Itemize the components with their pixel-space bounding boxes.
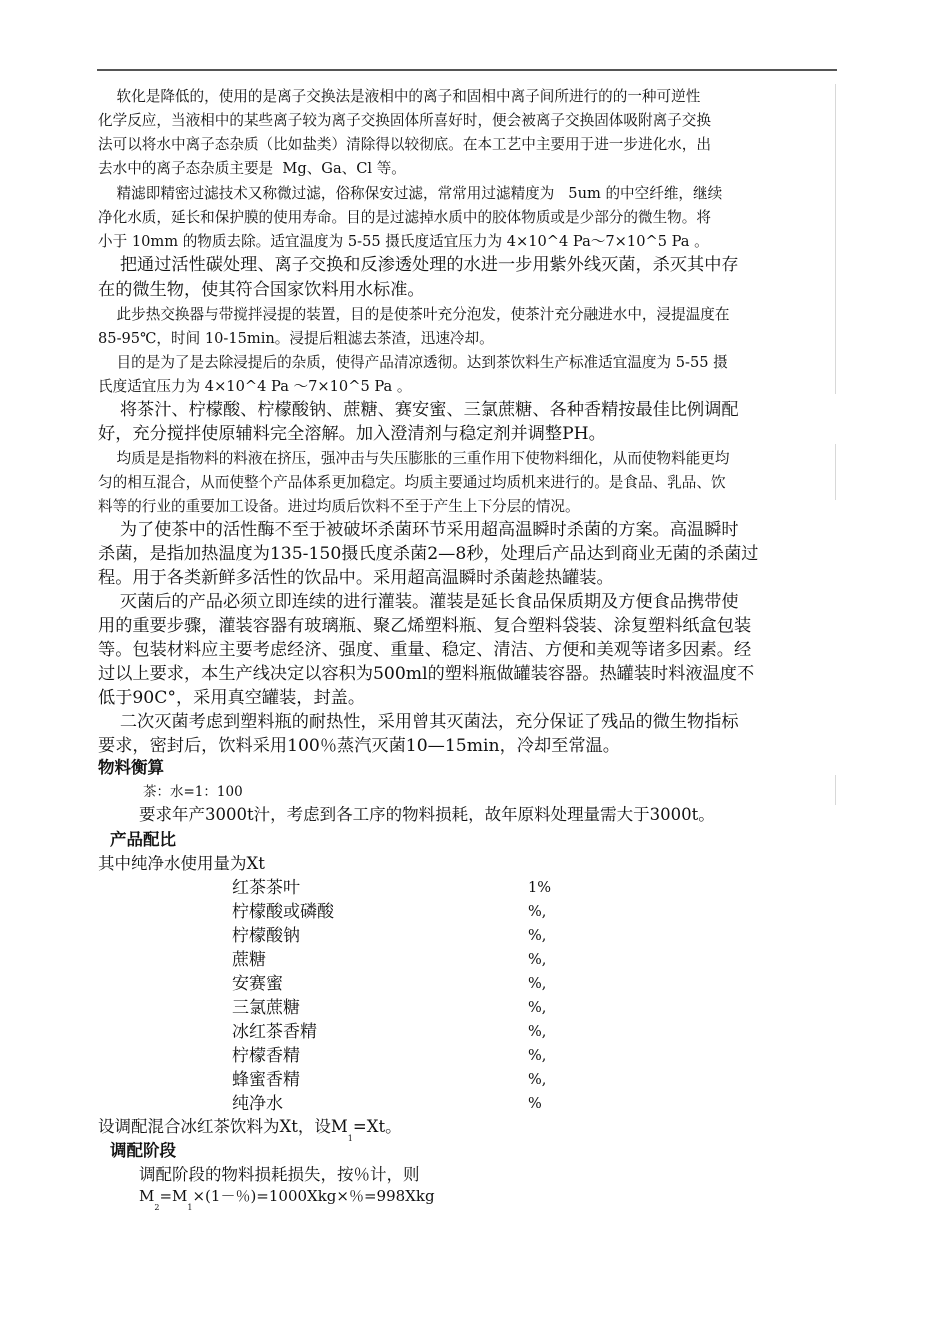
heading-blending-stage: 调配阶段	[110, 1141, 176, 1160]
ratio-ingredient: 蜂蜜香精	[232, 1070, 300, 1090]
formula-line	[139, 1185, 435, 1210]
text-line: 为了使茶中的活性酶不至于被破坏杀菌环节采用超高温瞬时杀菌的方案。高温瞬时	[98, 520, 739, 540]
right-margin-line	[835, 775, 836, 805]
ratio-ingredient: 三氯蔗糖	[232, 998, 300, 1018]
text-line: 目的是为了是去除浸提后的杂质，使得产品清凉透彻。达到茶饮料生产标准适宜温度为 5-55 摄	[98, 354, 728, 371]
text-line: 要求，密封后，饮料采用100％蒸汽灭菌10—15min，冷却至常温。	[98, 736, 620, 756]
ratio-ingredient: 柠檬香精	[232, 1046, 300, 1066]
text-line: 化学反应，当液相中的某些离子较为离子交换固体所喜好时，便会被离子交换固体吸附离子交换	[98, 112, 711, 129]
ratio-value: %,	[528, 1072, 547, 1088]
mix-text-b: =Xt。	[352, 1117, 402, 1136]
text-line: 均质是是指物料的料液在挤压，强冲击与失压膨胀的三重作用下使物料细化，从而使物料能更均	[98, 450, 730, 467]
ratio-value: %,	[528, 1048, 547, 1064]
text-line: 过以上要求，本生产线决定以容积为500ml的塑料瓶做罐装容器。热罐装时料液温度不	[98, 664, 755, 684]
text-line: 85-95℃，时间 10-15min。浸提后粗滤去茶渣，迅速冷却。	[98, 330, 494, 347]
mix-definition-line	[98, 1115, 402, 1142]
ratio-ingredient: 纯净水	[232, 1094, 283, 1114]
text-line: 小于 10mm 的物质去除。适宜温度为 5-55 摄氏度适宜压力为 4×10^4 Pa～7×10^5 Pa 。	[98, 233, 709, 250]
ratio-value: %,	[528, 952, 547, 968]
ratio-value: %,	[528, 928, 547, 944]
ratio-ingredient: 蔗糖	[232, 950, 266, 970]
text-line: 法可以将水中离子态杂质（比如盐类）清除得以较彻底。在本工艺中主要用于进一步进化水，出	[98, 136, 711, 153]
subscript: 1	[347, 1134, 353, 1143]
ratio-value: 1%	[528, 880, 552, 896]
right-margin-line	[835, 444, 836, 500]
text-line: 把通过活性碳处理、离子交换和反渗透处理的水进一步用紫外线灭菌，杀灭其中存	[98, 255, 739, 275]
text-line: 氏度适宜压力为 4×10^4 Pa ～7×10^5 Pa 。	[98, 378, 412, 395]
requirement-line: 要求年产3000t汁，考虑到各工序的物料损耗，故年原料处理量需大于3000t。	[139, 805, 715, 824]
text-line: 匀的相互混合，从而使整个产品体系更加稳定。均质主要通过均质机来进行的。是食品、乳品、饮	[98, 474, 726, 491]
right-margin-line	[835, 84, 836, 394]
formula-part: =M	[159, 1187, 188, 1205]
text-line: 低于90C°，采用真空罐装，封盖。	[98, 688, 366, 708]
heading-material-balance: 物料衡算	[98, 758, 164, 777]
text-line: 在的微生物，使其符合国家饮料用水标准。	[98, 280, 425, 300]
text-line: 此步热交换器与带搅拌浸提的装置，目的是使茶叶充分泡发，使茶汁充分融进水中，浸提温度在	[98, 306, 730, 323]
ratio-ingredient: 柠檬酸钠	[232, 926, 300, 946]
text-line: 精滤即精密过滤技术又称微过滤，俗称保安过滤，常常用过滤精度为 5um 的中空纤维，继续	[98, 185, 723, 202]
formula-part: M	[139, 1187, 155, 1205]
header-rule	[97, 69, 837, 71]
ratio-ingredient: 冰红茶香精	[232, 1022, 317, 1042]
text-line: 将茶汁、柠檬酸、柠檬酸钠、蔗糖、赛安蜜、三氯蔗糖、各种香精按最佳比例调配	[98, 400, 739, 420]
text-line: 好，充分搅拌使原辅料完全溶解。加入澄清剂与稳定剂并调整PH。	[98, 424, 606, 444]
ratio-value: %,	[528, 976, 547, 992]
subscript: 2	[154, 1203, 160, 1212]
ratio-ingredient: 红茶茶叶	[232, 878, 300, 898]
text-line: 等。包装材料应主要考虑经济、强度、重量、稳定、清洁、方便和美观等诸多因素。经	[98, 640, 752, 660]
formula-part: ×(1－％)=1000Xkg×％=998Xkg	[192, 1187, 435, 1205]
text-line: 二次灭菌考虑到塑料瓶的耐热性，采用曾其灭菌法，充分保证了残品的微生物指标	[98, 712, 739, 732]
text-line: 软化是降低的，使用的是离子交换法是液相中的离子和固相中离子间所进行的的一种可逆性	[98, 88, 701, 105]
text-line: 净化水质，延长和保护膜的使用寿命。目的是过滤掉水质中的胶体物质或是少部分的微生物。将	[98, 209, 711, 226]
text-line: 杀菌，是指加热温度为135-150摄氏度杀菌2—8秒，处理后产品达到商业无菌的杀菌过	[98, 544, 759, 564]
text-line: 去水中的离子态杂质主要是 Mg、Ga、Cl 等。	[98, 160, 406, 177]
ratio-value: %,	[528, 1000, 547, 1016]
ratio-line: 茶：水=1：100	[143, 784, 243, 800]
text-line: 用的重要步骤，灌装容器有玻璃瓶、聚乙烯塑料瓶、复合塑料袋装、涂复塑料纸盒包装	[98, 616, 752, 636]
mix-text-a: 设调配混合冰红茶饮料为Xt，设M	[98, 1117, 348, 1136]
text-line: 灭菌后的产品必须立即连续的进行灌装。灌装是延长食品保质期及方便食品携带使	[98, 592, 739, 612]
ratio-ingredient: 安赛蜜	[232, 974, 283, 994]
ratio-value: %,	[528, 1024, 547, 1040]
water-usage-intro: 其中纯净水使用量为Xt	[98, 854, 265, 873]
heading-product-ratio: 产品配比	[110, 830, 176, 849]
ratio-value: %	[528, 1096, 542, 1112]
text-line: 料等的行业的重要加工设备。进过均质后饮料不至于产生上下分层的情况。	[98, 498, 580, 515]
ratio-ingredient: 柠檬酸或磷酸	[232, 902, 334, 922]
subscript: 1	[187, 1203, 193, 1212]
ratio-value: %,	[528, 904, 547, 920]
text-line: 程。用于各类新鲜多活性的饮品中。采用超高温瞬时杀菌趁热罐装。	[98, 568, 614, 588]
loss-line: 调配阶段的物料损耗损失，按％计，则	[139, 1165, 420, 1184]
